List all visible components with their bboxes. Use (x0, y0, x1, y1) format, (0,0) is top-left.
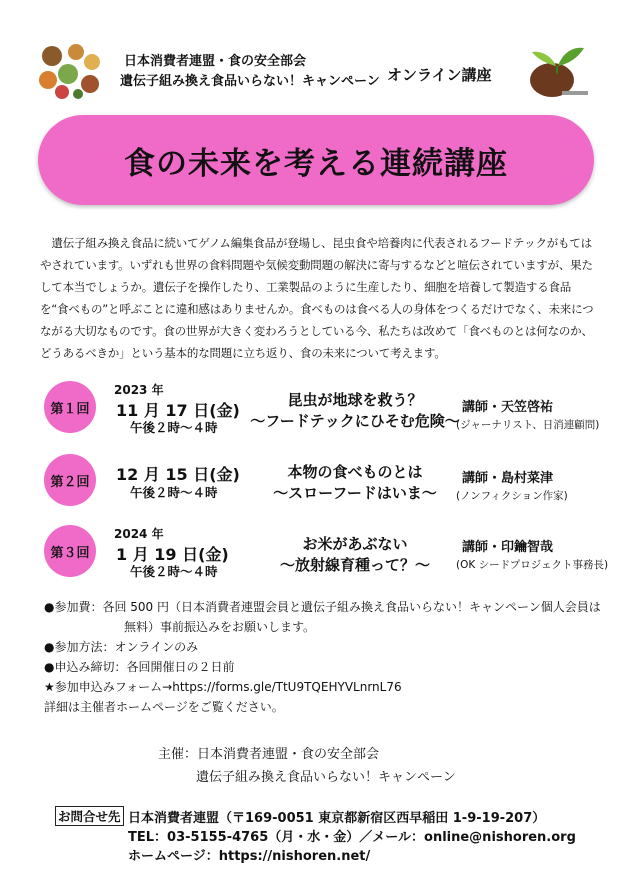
fee-info: ●参加費：各回 500 円（日本消費者連盟会員と遺伝子組み換え食品いらない！キャンペーン個人会員は (44, 600, 601, 614)
method-info: ●参加方法：オンラインのみ (44, 640, 199, 654)
session-2-time: 午後２時〜４時 (130, 485, 218, 500)
online-label: オンライン講座 (387, 66, 492, 84)
session-1-time: 午後２時〜４時 (130, 420, 218, 435)
title-banner (38, 115, 594, 205)
session-2-badge: 第２回 (44, 454, 96, 506)
session-2-date: 12 月 15 日(金) (116, 465, 240, 484)
session-2-topic-subtitle: 〜スローフードはいま〜 (273, 484, 437, 502)
session-1-lecturer-role: (ジャーナリスト、日消連顧問) (456, 419, 600, 431)
session-1-topic-title: 昆虫が地球を救う？ (287, 391, 423, 409)
session-2-lecturer: 講師・島村菜津 (462, 471, 554, 486)
session-3-topic (250, 534, 460, 576)
details-note: 詳細は主催者ホームページをご覧ください。 (44, 700, 284, 714)
sprout-logo (526, 38, 590, 100)
session-3-year: 2024 年 (114, 527, 164, 541)
organizer-line1: 主催：日本消費者連盟・食の安全部会 (158, 747, 380, 762)
session-2-topic (250, 462, 460, 504)
session-1-lecturer: 講師・天笠啓祐 (462, 400, 554, 415)
intro-paragraph: 遺伝子組み換え食品に続いてゲノム編集食品が登場し、昆虫食や培養肉に代表されるフードテックがもてはやされています。いずれも世界の食料問題や気候変動問題の解決に寄与するなどと喧伝されていますが、果たして本当でしょうか。遺伝子を操作したり、工業製品のように生産したり、細胞を培養して製造する食品を“食べもの”と呼ぶことに違和感はありませんか。食べものは食べる人の身体をつくるだけでなく、未来につながる大切なものです。食の世界が大きく変わろうとしている今、私たちは改めて「食べものとは何なのか、どうあるべきか」という基本的な問題に立ち返り、食の未来について考えます。 (40, 236, 594, 360)
organizer-line2: 遺伝子組み換え食品いらない！キャンペーン (196, 770, 456, 785)
deadline-info: ●申込み締切：各回開催日の２日前 (44, 660, 235, 674)
application-form-link[interactable]: ★参加申込みフォーム→https://forms.gle/TtU9TQEHYVLnrnL76 (44, 680, 402, 694)
session-1-topic (250, 390, 460, 432)
contact-phone-email[interactable]: TEL：03-5155-4765（月・水・金）／メール：online@nishoren.org (128, 830, 576, 845)
contact-homepage-link[interactable]: ホームページ：https://nishoren.net/ (128, 849, 371, 864)
fee-info-continued: 無料）事前振込みをお願いします。 (124, 620, 316, 634)
organizer-header (120, 52, 380, 92)
session-3-topic-title: お米があぶない (302, 535, 408, 553)
session-3-badge: 第３回 (44, 525, 96, 577)
session-2-lecturer-role: (ノンフィクション作家) (456, 490, 568, 502)
session-1-date: 11 月 17 日(金) (116, 401, 240, 420)
session-3-lecturer: 講師・印鑰智哉 (462, 540, 554, 555)
org-name-line2: 遺伝子組み換え食品いらない！キャンペーン (120, 74, 380, 89)
event-info (44, 597, 604, 717)
org-name-line1: 日本消費者連盟・食の安全部会 (124, 54, 307, 69)
session-3-lecturer-role: (OK シードプロジェクト事務長) (456, 559, 609, 571)
contact-address: 日本消費者連盟（〒169-0051 東京都新宿区西早稲田 1-9-19-207） (128, 811, 546, 826)
page-title: 食の未来を考える連続講座 (124, 145, 508, 182)
session-2-topic-title: 本物の食べものとは (287, 463, 423, 481)
session-1-badge: 第１回 (44, 381, 96, 433)
session-3-date: 1 月 19 日(金) (116, 545, 229, 564)
session-1-topic-subtitle: 〜フードテックにひそむ危険〜 (250, 412, 460, 430)
session-3-time: 午後２時〜４時 (130, 564, 218, 579)
contact-label: お問合せ先 (55, 806, 124, 826)
animals-logo (38, 42, 102, 100)
session-1-year: 2023 年 (114, 383, 164, 397)
session-3-topic-subtitle: 〜放射線育種って？〜 (279, 556, 430, 574)
